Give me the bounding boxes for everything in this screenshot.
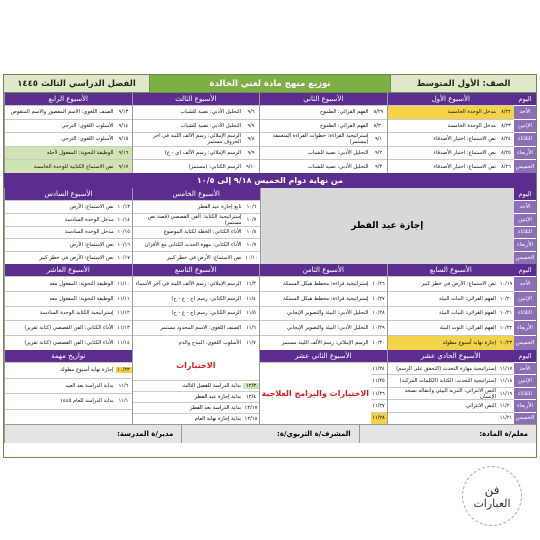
sheet-title: توزيع منهج مادة لغتي الخالدة [149, 75, 390, 92]
lesson-text: نص الاستماع: الأرض في خطر كبير [421, 280, 496, 287]
lesson-date: ١٠/٢٢ [499, 325, 513, 332]
lesson-text: نص الاستماع الكتابية للوحدة الخامسة [33, 163, 114, 170]
lesson-text: التحليل الأدبي: البيئة والتصوير الإيجابي [286, 325, 369, 332]
week-11 [387, 350, 515, 424]
day-header: اليوم [514, 188, 536, 200]
lesson-date: ١١/٢٠ [499, 402, 513, 409]
lesson-date: ١١/٤ [246, 295, 256, 302]
lesson-cell [5, 132, 132, 146]
lesson-date: ٩/١٠ [246, 163, 256, 170]
day-label: الأحد [514, 362, 536, 374]
lesson-text: التحليل الأدبي: نصية للشباب [307, 150, 369, 157]
day-label: الخميس [514, 251, 536, 264]
lesson-cell [133, 291, 260, 306]
lesson-text: مدخل الوحدة الخامسة [447, 109, 496, 116]
day-label: الأحد [514, 105, 536, 119]
week-title: الأسبوع الثالث [133, 93, 260, 105]
lesson-cell [133, 213, 260, 226]
lesson-date: ١١/١٢ [117, 310, 130, 317]
lesson-cell [388, 105, 515, 119]
lesson-cell [5, 238, 132, 251]
lesson-cell [388, 387, 515, 399]
lesson-cell [260, 105, 387, 119]
important-dates-title: تواريخ مهمة [5, 350, 132, 362]
date-cell [5, 362, 132, 378]
lesson-date: ١٠/١٣ [117, 203, 130, 210]
lesson-text: الصنف اللغوي: الاسم المقصور والاسم المنقوص [10, 109, 114, 116]
lesson-date: ١٠/٢٣ [499, 340, 513, 347]
lesson-cell [388, 362, 515, 374]
day-label: الأحد [514, 276, 536, 291]
lesson-text: نص الاستماع: اختيار الأصدقاء [433, 136, 496, 143]
important-dates [4, 350, 132, 424]
lesson-text: الوظيفة النحوية: المفعول لأجله [46, 150, 114, 157]
lesson-cell [133, 335, 260, 350]
week-title: الأسبوع الثاني عشر [260, 350, 387, 362]
lesson-cell [133, 306, 260, 321]
lesson-cell [133, 159, 260, 173]
logo-line-1: فن [484, 482, 500, 497]
lesson-text: نص الاستماع: الأرض في خطر كبير [39, 255, 114, 262]
lesson-date: ١٠/٢٣ [117, 367, 130, 374]
lesson-date: ١١/٦ [118, 382, 129, 389]
lesson-text: نص الاستماع: اختيار الأصدقاء [433, 163, 496, 170]
important-note: إجازة نهاية أسبوع مطولة [60, 367, 114, 374]
lesson-date: ٩/١ [374, 136, 383, 143]
lesson-date: ١١/١٠ [117, 280, 130, 287]
lesson-text: الأداء الكتابي: الفن القصصي (كتابة تقرير) [24, 340, 114, 347]
lesson-date: ١١/٢٤ [371, 362, 387, 374]
holiday-banner: من نهاية دوام الخميس ٩/١٨ إلى ١٠/٥ [4, 173, 536, 188]
lesson-cell [260, 132, 387, 146]
lesson-cell [260, 119, 387, 133]
week-title: الأسبوع الثامن [260, 264, 387, 276]
lesson-text: الرسم الإملائي: رسم الألف اللينة في آخر الأسماء [135, 280, 241, 287]
lesson-text: إجازة نهاية أسبوع مطولة [442, 340, 496, 347]
day-column [514, 350, 536, 424]
day-label: الأربعاء [514, 399, 536, 411]
lesson-text: الفهم القرائي: النبات البيئة [438, 295, 496, 302]
lesson-text: النص الانثرائي: التنزيه البيئي وانتقاله بصحة الإنسان [404, 387, 496, 400]
lesson-text: الرسم الإملائي: رسم الألف اللينة في آخر الحروف مستمر [153, 133, 241, 146]
lesson-cell [260, 276, 387, 291]
lesson-date: ١٠/٢٧ [372, 295, 385, 302]
lesson-text: نص الاستماع: اختيار الأصدقاء [433, 150, 496, 157]
lesson-date: ٩/٣ [374, 163, 383, 170]
lesson-date: ٩/٩ [247, 150, 255, 157]
week-12 [259, 350, 387, 424]
lesson-date: ٩/٦ [247, 109, 255, 116]
day-label: الثلاثاء [514, 387, 536, 399]
lesson-text: الأداء الكتابي: الفن القصصي (كتابة تقرير) [24, 325, 114, 332]
week-title: الأسبوع الخامس [133, 188, 260, 200]
lesson-cell [133, 320, 260, 335]
lesson-date: ٩/٢ [374, 150, 383, 157]
signature-footer [4, 424, 536, 443]
lesson-date: ٨/٣٠ [373, 122, 384, 129]
lesson-date: ١١/١٨ [499, 378, 513, 385]
week-12-body [260, 362, 387, 424]
week-5 [132, 188, 260, 264]
lesson-date: ١٠/١٩ [499, 280, 513, 287]
lesson-date: ٨/٢٤ [501, 136, 511, 143]
lesson-cell [5, 251, 132, 264]
day-header: اليوم [514, 264, 536, 276]
lesson-date: ٩/١٤ [118, 122, 129, 129]
lesson-cell [133, 146, 260, 160]
lesson-text: الرسم الكتابي: (مستمر) [188, 163, 241, 170]
lesson-date: ٨/٢٥ [501, 150, 511, 157]
lesson-text: إستراتيجية القراءة: خطوات القراءة المتعمقة (مستمر) [272, 133, 369, 146]
lesson-date: ٨/٢٩ [373, 109, 384, 116]
day-column [514, 93, 536, 173]
lesson-cell [5, 159, 132, 173]
lesson-date: ١٠/٢٨ [372, 310, 385, 317]
weeks-row-1 [4, 93, 536, 173]
lesson-date: ٨/٢٢ [501, 109, 511, 116]
week-title: الأسبوع العاشر [5, 264, 132, 276]
day-label: الإثنين [514, 213, 536, 226]
lesson-date: ١١/٢٧ [371, 399, 387, 411]
weeks-row-2 [4, 188, 536, 264]
curriculum-sheet [3, 74, 537, 458]
lesson-date: ١٠/٦ [246, 203, 257, 210]
lesson-text: الأداء الكتابي: الخطة لكتابة الموضوع [163, 229, 242, 236]
week-title: الأسبوع الحادي عشر [388, 350, 515, 362]
lesson-text: الوظيفة النحوية: المفعول معه [49, 295, 114, 302]
week-7 [387, 264, 515, 350]
day-label: الأربعاء [514, 238, 536, 251]
lesson-cell [388, 412, 515, 424]
day-label: الخميس [514, 159, 536, 173]
lesson-date: ١١/١١ [117, 295, 130, 302]
logo-line-2: العبارات [473, 496, 511, 510]
day-label: الأربعاء [514, 146, 536, 160]
day-label: الثلاثاء [514, 306, 536, 321]
lesson-cell [388, 374, 515, 386]
sheet-header [4, 75, 536, 93]
lesson-text: الأسلوب اللغوي: المدح والذم [178, 340, 241, 347]
lesson-date: ١١/٢٨ [371, 412, 387, 424]
lesson-cell [260, 335, 387, 350]
term-label: الفصل الدراسي الثالث ١٤٤٥ [17, 78, 136, 89]
lesson-date: ١١/٣ [246, 280, 256, 287]
important-note: بداية إجازة عيد الفطر [194, 394, 241, 400]
lesson-text: الفهم القرائي: الطموح [319, 122, 369, 129]
lesson-date: ١٠/١٦ [117, 242, 130, 249]
week-12-dates [371, 362, 387, 424]
lesson-cell [5, 200, 132, 213]
lesson-text: التحليل الأدبي: البيئة والتصوير الإيجابي [286, 310, 369, 317]
brand-logo [462, 466, 522, 526]
lesson-text: الفهم القرائي: التوت البيئة [439, 325, 496, 332]
lesson-date: ١١/٦ [246, 325, 256, 332]
lesson-cell [133, 276, 260, 291]
lesson-cell [133, 105, 260, 119]
supervisor-signature: المشرف/ة التربوي/ة: [181, 425, 358, 443]
day-label: الأربعاء [514, 320, 536, 335]
lesson-cell [260, 159, 387, 173]
lesson-date: ٩/٧ [247, 122, 255, 129]
lesson-cell [133, 200, 260, 213]
lesson-cell [5, 320, 132, 335]
lesson-text: إستراتيجية التحدث: الكتابة (الكلمات المركبة) [399, 378, 496, 385]
lesson-date: ١٠/٢٩ [372, 325, 385, 332]
lesson-date: ٩/١٣ [118, 109, 129, 116]
lesson-text: الفهم القرائي: النبات البيئة [438, 310, 496, 317]
lesson-cell [388, 146, 515, 160]
lesson-cell [5, 306, 132, 321]
day-label: الأحد [514, 200, 536, 213]
day-label: الإثنين [514, 374, 536, 386]
teacher-signature: معلم/ة المادة: [359, 425, 536, 443]
lesson-cell [5, 335, 132, 350]
lesson-date: ٩/٨ [247, 136, 255, 143]
lesson-date: ١٠/١٧ [117, 255, 130, 262]
day-label: الخميس [514, 335, 536, 350]
lesson-date: ١٠/٩ [246, 242, 257, 249]
lesson-cell [5, 291, 132, 306]
principal-signature: مدير/ة المدرسة: [4, 425, 181, 443]
week-6 [4, 188, 132, 264]
day-header: اليوم [514, 350, 536, 362]
lesson-date: ١١/٥ [246, 310, 256, 317]
exams-remedial-note: الاختبارات والبرامج العلاجية [260, 362, 371, 424]
day-label: الخميس [514, 412, 536, 424]
lesson-text: نص الاستماع: الأرض [69, 203, 114, 210]
lesson-text: الرسم الإملائي: رسم الألف (ي - ع) [164, 150, 241, 157]
lesson-text: الأداء الكتابي: مهوة الحدث الكتابي مع الأقران [144, 242, 242, 249]
week-title: الأسبوع الأول [388, 93, 515, 105]
day-label: الإثنين [514, 119, 536, 133]
lesson-text: الصنف اللغوي: الاسم المحدود مستمر [160, 325, 241, 332]
lesson-cell [388, 335, 515, 350]
weeks-row-3 [4, 264, 536, 350]
lesson-date: ١١/٢١ [499, 415, 513, 422]
lesson-cell [388, 132, 515, 146]
day-column [514, 188, 536, 264]
lesson-date: ١٢/٣ [243, 383, 259, 389]
important-note: بداية إجازة نهاية العام [194, 416, 241, 422]
lesson-text: نص الاستماع: الأرض في خطر كبير [166, 255, 242, 262]
lesson-cell [388, 119, 515, 133]
lesson-text: النص الانثرائي [465, 402, 496, 409]
lesson-cell [133, 119, 260, 133]
lesson-text: الوظيفة النحوية: المفعول معه [49, 280, 114, 287]
lesson-cell [133, 132, 260, 146]
week-title: الأسبوع الثاني [260, 93, 387, 105]
lesson-cell [5, 146, 132, 160]
lesson-date: ١١/٢٥ [371, 374, 387, 386]
lesson-date: ١٠/١٠ [245, 255, 258, 262]
lesson-text: نص الاستماع: الأرض [69, 242, 114, 249]
lesson-text: مدخل الوحدة السادسة [64, 216, 114, 223]
lesson-text: مدخل الوحدة السادسة [64, 229, 114, 236]
lesson-cell [133, 238, 260, 251]
lesson-cell [388, 306, 515, 321]
lesson-cell [260, 291, 387, 306]
lesson-date: ٨/٢٣ [501, 122, 511, 129]
week-3 [132, 93, 260, 173]
week-title: الأسبوع التاسع [133, 264, 260, 276]
week-title: الأسبوع السادس [5, 188, 132, 200]
lesson-text: الرسم الإملائي: رسم الألف اللينة مستمر [281, 340, 369, 347]
day-label: الإثنين [514, 291, 536, 306]
date-cell [5, 378, 132, 394]
lesson-date: ١٠/١٥ [117, 229, 130, 236]
lesson-date: ١١/٢٦ [371, 387, 387, 399]
lesson-text: إستراتيجية قراءة: مخطط هيكل السمكة [283, 295, 369, 302]
lesson-date: ١١/١٤ [117, 340, 130, 347]
weeks-row-4 [4, 350, 536, 424]
date-cell [5, 409, 132, 425]
week-2 [259, 93, 387, 173]
lesson-date: ١١/١٣ [117, 325, 130, 332]
week-1 [387, 93, 515, 173]
lesson-date: ١٠/١٤ [117, 216, 130, 223]
week-9 [132, 264, 260, 350]
eid-holiday: إجازة عيد الفطر [260, 188, 515, 264]
lesson-date: ١٠/٧ [246, 216, 257, 223]
day-header: اليوم [514, 93, 536, 105]
important-note: بداية الدراسة للعام ١٤٤٥ [60, 398, 114, 405]
lesson-cell [133, 251, 260, 264]
important-note: بداية الدراسة بعد الفطر [189, 405, 241, 411]
lesson-cell [5, 276, 132, 291]
lesson-text: الرسم الكتابي: رسم (ج - ع - ح) [171, 295, 241, 302]
lesson-text: التحليل الأدبي: نصية للشباب [307, 163, 369, 170]
lesson-text: الرسم الكتابي: رسم (ج - ع - ح) [171, 310, 241, 317]
week-4 [4, 93, 132, 173]
date-cell [5, 393, 132, 409]
lesson-text: إستراتيجية الكتابة: الفن القصصي (قصة نص مستمر) [147, 213, 242, 226]
lesson-text: مدخل الوحدة الخامسة [447, 122, 496, 129]
day-column [514, 264, 536, 350]
lesson-text: إستراتيجية مهارة التحدث (التحقق على الرسم) [396, 365, 496, 372]
lesson-cell [388, 291, 515, 306]
lesson-cell [388, 276, 515, 291]
lesson-text: تابع إجازة عيد الفطر [197, 203, 242, 210]
lesson-cell [5, 105, 132, 119]
lesson-date: ١٠/٢١ [499, 310, 513, 317]
lesson-date: ٩/١٧ [118, 163, 129, 170]
important-note: بداية الدراسة للفصل الثالث [182, 383, 241, 389]
lesson-date: ١١/٧ [246, 340, 256, 347]
lesson-date: ١١/١٧ [499, 365, 513, 372]
day-label: الثلاثاء [514, 226, 536, 239]
lesson-date: ١٢/١٧ [244, 405, 258, 411]
day-label: الثلاثاء [514, 132, 536, 146]
lesson-text: التحليل الأدبي: نصية للشباب [180, 122, 241, 129]
lesson-cell [5, 213, 132, 226]
lesson-cell [260, 306, 387, 321]
week-title: الأسبوع الرابع [5, 93, 132, 105]
lesson-date: ١٠/٢٠ [499, 295, 513, 302]
lesson-cell [260, 320, 387, 335]
lesson-text: التحليل الأدبي: نصية للشباب [180, 109, 241, 116]
grade-label: الصف: الأول المتوسط [390, 75, 536, 92]
lesson-date: ١٠/٣٠ [372, 340, 385, 347]
lesson-date: ١٢/٤ [245, 394, 257, 400]
important-note: بداية الدراسة بعد العيد [65, 382, 114, 389]
week-8 [259, 264, 387, 350]
lesson-date: ١٠/٢٦ [372, 280, 385, 287]
lesson-cell [5, 226, 132, 239]
lesson-date: ١١/١ [118, 398, 129, 405]
lesson-cell [388, 399, 515, 411]
lesson-date: ٨/٢٦ [501, 163, 511, 170]
lesson-cell [388, 320, 515, 335]
week-10 [4, 264, 132, 350]
lesson-text: إستراتيجية الكتابة الوحدة السادسة [39, 310, 114, 317]
lesson-text: إستراتيجية قراءة: مخطط هيكل السمكة [283, 280, 369, 287]
lesson-text: الأسلوب اللغوي: الترجي [61, 122, 114, 129]
lesson-date: ٩/١٦ [118, 150, 129, 157]
lesson-cell [133, 226, 260, 239]
lesson-date: ١١/١٩ [499, 390, 513, 397]
lesson-date: ١٢/١٨ [244, 416, 258, 422]
week-title: الأسبوع السابع [388, 264, 515, 276]
lesson-cell [5, 119, 132, 133]
exams-week [132, 350, 260, 424]
lesson-cell [260, 146, 387, 160]
lesson-cell [388, 159, 515, 173]
lesson-text: الأسلوب اللغوي: الترجي [61, 136, 114, 143]
exams-note: الاختبارات [176, 360, 216, 370]
lesson-date: ٩/١٥ [118, 136, 129, 143]
lesson-text: الفهم القرائي: الطموح [319, 109, 369, 116]
lesson-date: ١٠/٨ [246, 229, 257, 236]
